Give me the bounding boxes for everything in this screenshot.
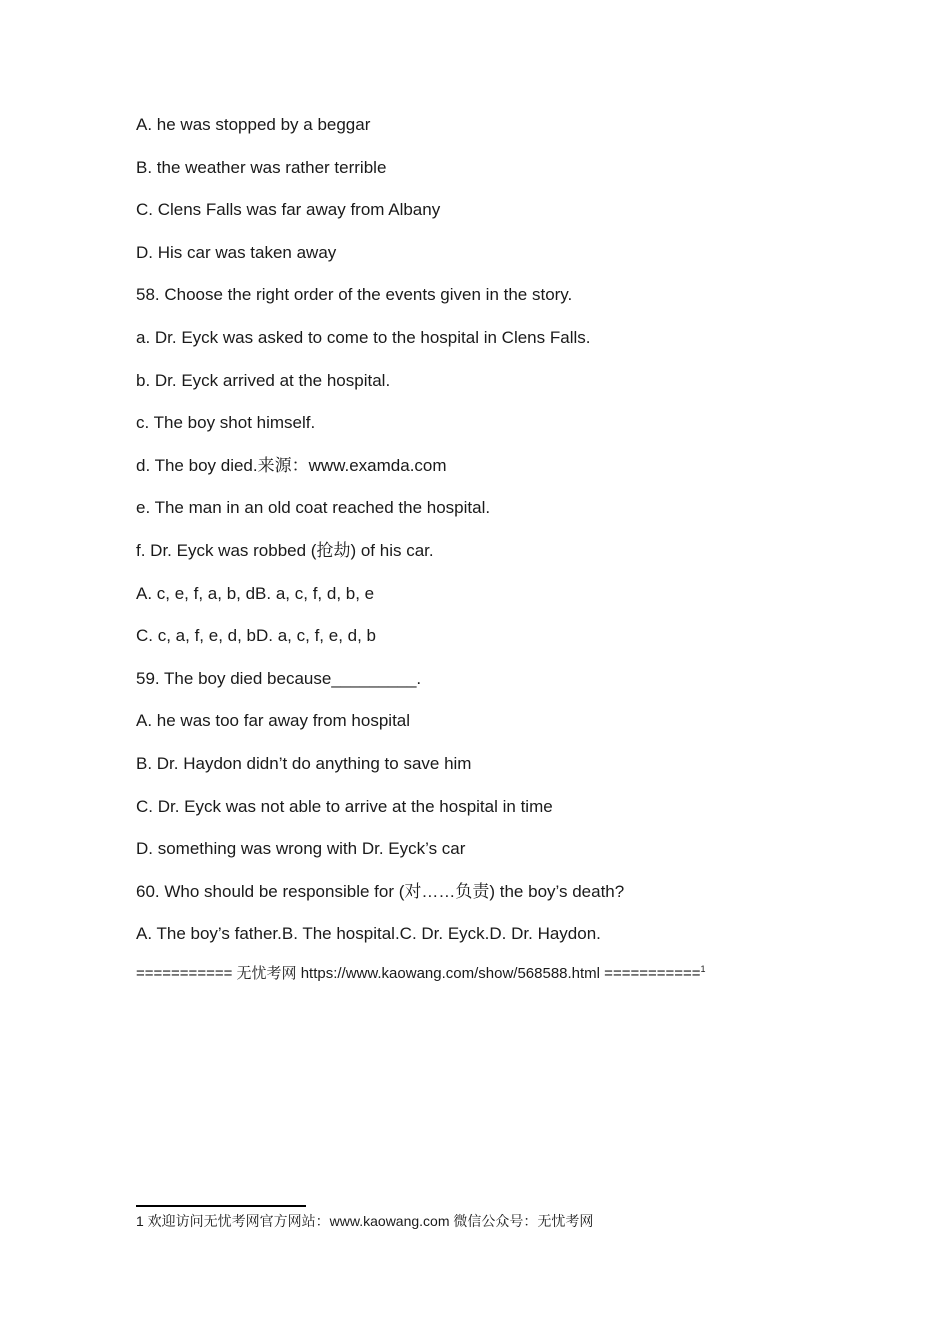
option-line: C. Dr. Eyck was not able to arrive at the hospital in time xyxy=(136,796,553,816)
option-line: D. something was wrong with Dr. Eyck’s car xyxy=(136,839,466,859)
option-line: B. Dr. Haydon didn’t do anything to save him xyxy=(136,753,472,773)
option-line: A. he was too far away from hospital xyxy=(136,711,411,731)
source-separator-text: =========== 无忧考网 https://www.kaowang.com/show/568588.html =========== xyxy=(136,965,701,982)
footnote-divider xyxy=(136,1205,306,1207)
option-line: A. he was stopped by a beggar xyxy=(136,115,371,134)
footnote-mark: 1 xyxy=(700,964,706,974)
event-line: f. Dr. Eyck was robbed (抢劫) of his car. xyxy=(136,540,434,560)
source-separator xyxy=(136,962,706,986)
option-line: B. the weather was rather terrible xyxy=(136,157,387,177)
option-line: D. His car was taken away xyxy=(136,242,337,262)
question-text-block xyxy=(136,112,836,964)
question-59: 59. The boy died because_________. xyxy=(136,668,422,688)
option-line: A. c, e, f, a, b, dB. a, c, f, d, b, e xyxy=(136,583,375,603)
event-line: c. The boy shot himself. xyxy=(136,413,316,433)
event-line: e. The man in an old coat reached the hospital. xyxy=(136,498,491,518)
event-line: a. Dr. Eyck was asked to come to the hospital in Clens Falls. xyxy=(136,327,591,347)
option-line: A. The boy’s father.B. The hospital.C. Dr. Eyck.D. Dr. Haydon. xyxy=(136,924,601,944)
option-line: C. c, a, f, e, d, bD. a, c, f, e, d, b xyxy=(136,626,376,646)
option-line: C. Clens Falls was far away from Albany xyxy=(136,200,441,220)
footnote: 1 欢迎访问无忧考网官方网站：www.kaowang.com 微信公众号：无忧考网 xyxy=(136,1213,594,1229)
event-line: b. Dr. Eyck arrived at the hospital. xyxy=(136,370,391,390)
question-58: 58. Choose the right order of the events given in the story. xyxy=(136,285,573,305)
event-line: d. The boy died.来源：www.examda.com xyxy=(136,455,447,475)
question-60: 60. Who should be responsible for (对……负责) the boy’s death? xyxy=(136,881,625,901)
